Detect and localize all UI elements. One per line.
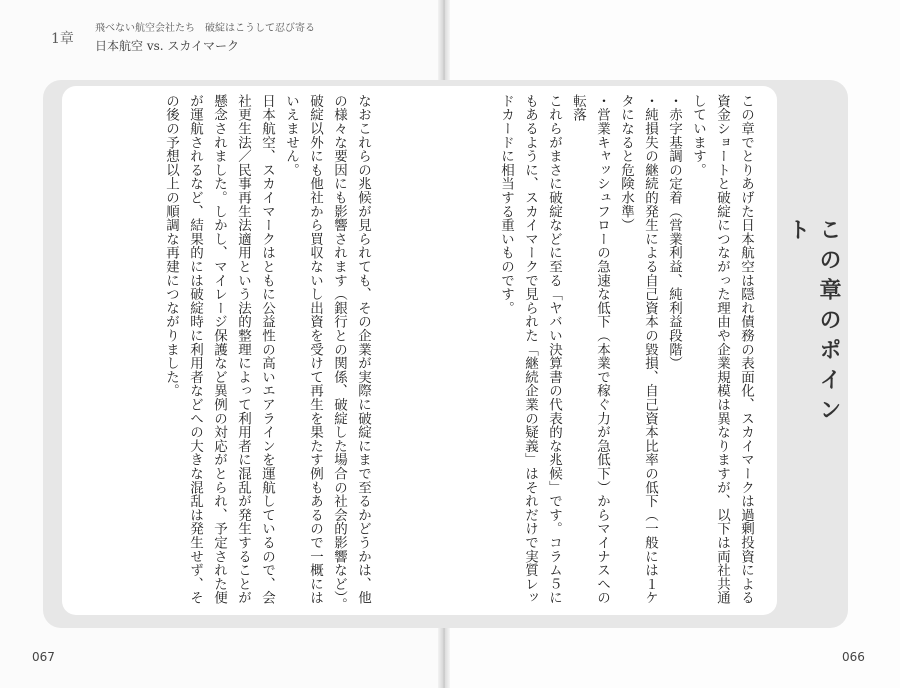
bullet-equity: ・純損失の継続的発生による自己資本の毀損、自己資本比率の低下（一般には１ケタになると危険水準）	[618, 94, 658, 605]
chapter-label: 1章	[51, 31, 74, 47]
running-subtitle: 日本航空 vs. スカイマーク	[95, 39, 240, 53]
page-number-right: 066	[842, 650, 865, 664]
running-head	[51, 20, 391, 60]
airline-paragraph: 日本航空、スカイマークはともに公益性の高いエアラインを運航しているので、会社更生法／民事再生法適用という法的整理によって利用者に混乱が発生することが懸念されました。しかし、マイレージ保護など異例の対応がとられ、予定された便が運航されるなど、結果的には破綻時に利用者などへの大きな混乱は発生せず、その後の予想以上の順調な再建につながりました。	[163, 94, 275, 605]
bullet-cashflow: ・営業キャッシュフローの急速な低下（本業で稼ぐ力が急低下）からマイナスへの転落	[570, 94, 610, 605]
point-body-right-page	[476, 94, 758, 616]
chapter-point-heading: この章のポイント	[785, 218, 841, 428]
running-title: 飛べない航空会社たち 破綻はこうして忍び寄る	[95, 23, 315, 34]
bullet-deficit: ・赤字基調の定着（営業利益、純利益段階）	[666, 94, 682, 370]
point-body-left-page	[163, 94, 375, 616]
intro-paragraph: この章でとりあげた日本航空は隠れ債務の表面化、スカイマークは過剰投資による資金ショートと破綻につながった理由や企業規模は異なりますが、以下は両社共通しています。	[690, 94, 754, 605]
caveat-paragraph: なおこれらの兆候が見られても、その企業が実際に破綻にまで至るかどうかは、他の様々な要因にも影響されます（銀行との関係、破綻した場合の社会的影響など）。破綻以外にも他社から買収ないし出資を受けて再生を果たす例もあるので一概にはいえません。	[283, 94, 371, 612]
signs-paragraph: これらがまさに破綻などに至る「ヤバい決算書の代表的な兆候」です。コラム５にもあるように、スカイマークで見られた「継続企業の疑義」はそれだけで実質レッドカードに相当する重いものです。	[498, 94, 562, 605]
page-number-left: 067	[32, 650, 55, 664]
